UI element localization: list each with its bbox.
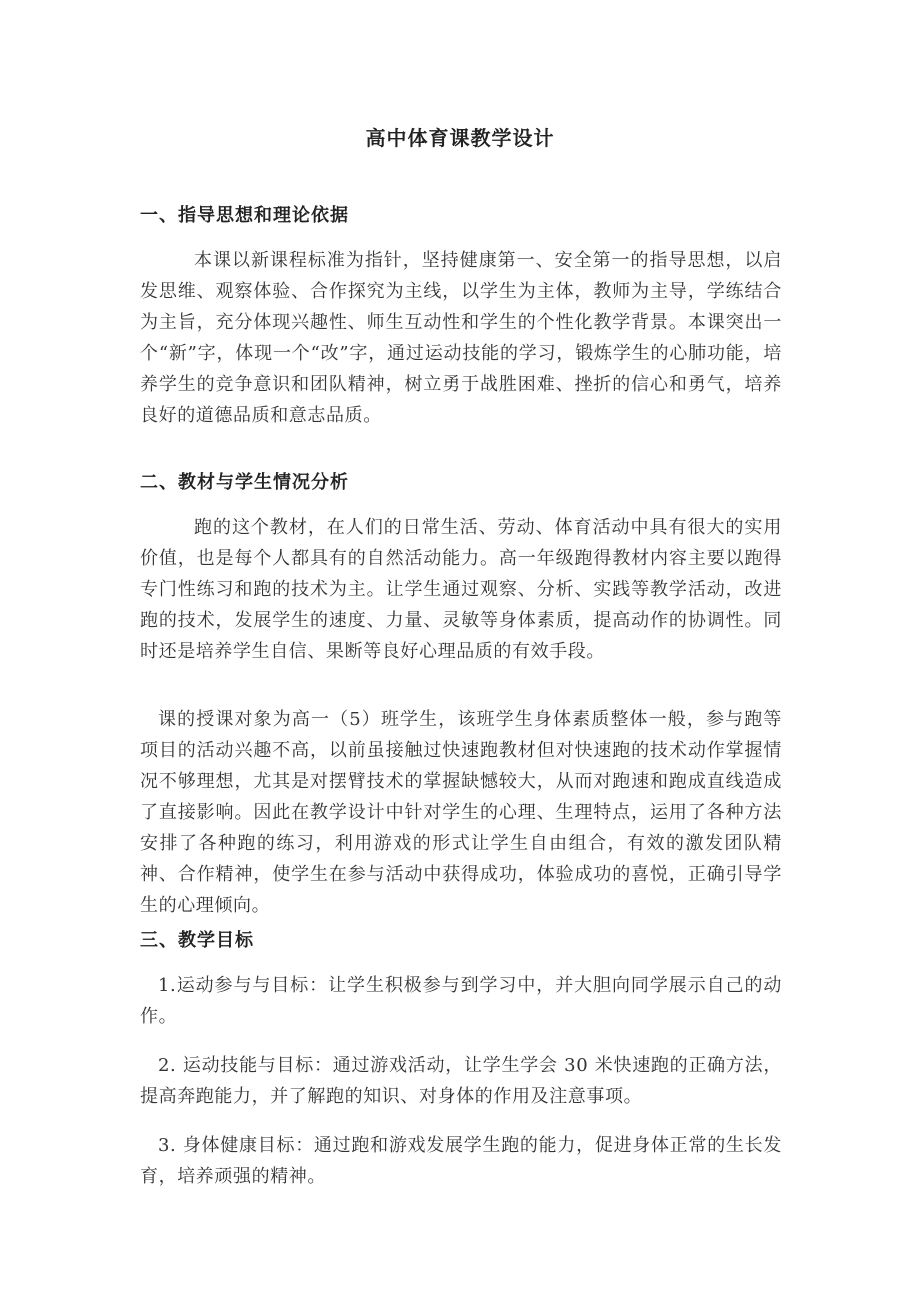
paragraph-student-analysis: 课的授课对象为高一（5）班学生，该班学生身体素质整体一般，参与跑等项目的活动兴趣不高，以前虽接触过快速跑教材但对快速跑的技术动作掌握情况不够理想，尤其是对摆臂技术的掌握缺憾较大，从而对跑速和跑成直线造成了直接影响。因此在教学设计中针对学生的心理、生理特点，运用了各种方法安排了各种跑的练习，利用游戏的形式让学生自由组合，有效的激发团队精神、合作精神，使学生在参与活动中获得成功，体验成功的喜悦，正确引导学生的心理倾向。 <box>140 709 782 916</box>
section-heading-teaching-goals: 三、教学目标 <box>140 930 254 951</box>
goal-item-motor-skills: 2. 运动技能与目标：通过游戏活动，让学生学会 30 米快速跑的正确方法，提高奔跑能力，并了解跑的知识、对身体的作用及注意事项。 <box>140 1055 782 1107</box>
goal-item-participation: 1.运动参与与目标：让学生积极参与到学习中，并大胆向同学展示自己的动作。 <box>140 975 782 1027</box>
goal-item-physical-health: 3. 身体健康目标：通过跑和游戏发展学生跑的能力，促进身体正常的生长发育，培养顽强的精神。 <box>140 1135 782 1187</box>
document-title: 高中体育课教学设计 <box>365 126 555 150</box>
section-heading-material-analysis: 二、教材与学生情况分析 <box>140 472 349 493</box>
section-heading-guiding-ideology: 一、指导思想和理论依据 <box>140 205 349 226</box>
paragraph-material-analysis: 跑的这个教材，在人们的日常生活、劳动、体育活动中具有很大的实用价值，也是每个人都具有的自然活动能力。高一年级跑得教材内容主要以跑得专门性练习和跑的技术为主。让学生通过观察、分析、实践等教学活动，改进跑的技术，发展学生的速度、力量、灵敏等身体素质，提高动作的协调性。同时还是培养学生自信、果断等良好心理品质的有效手段。 <box>140 517 782 662</box>
paragraph-guiding-ideology: 本课以新课程标准为指针，坚持健康第一、安全第一的指导思想，以启发思维、观察体验、合作探究为主线，以学生为主体，教师为主导，学练结合为主旨，充分体现兴趣性、师生互动性和学生的个性化教学背景。本课突出一个“新”字，体现一个“改”字，通过运动技能的学习，锻炼学生的心肺功能，培养学生的竞争意识和团队精神，树立勇于战胜困难、挫折的信心和勇气，培养良好的道德品质和意志品质。 <box>140 250 782 426</box>
